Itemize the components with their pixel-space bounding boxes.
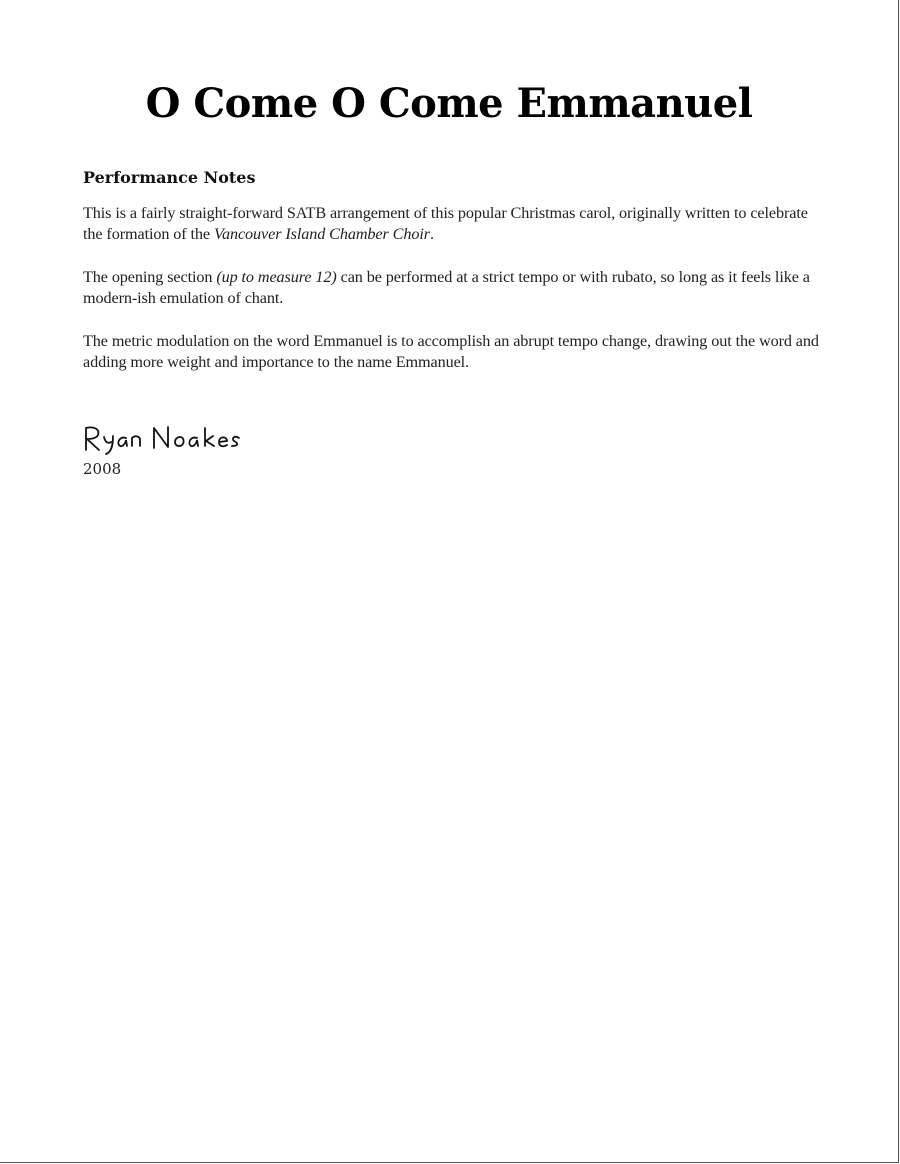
paragraph-opening-section <box>83 267 823 309</box>
handwritten-signature <box>82 420 322 456</box>
paragraph-arrangement-text: This is a fairly straight-forward SATB arrangement of this popular Christmas carol, originally written to celebrate the formation of the <box>83 204 808 243</box>
document-title: O Come O Come Emmanuel <box>145 80 753 127</box>
year: 2008 <box>83 460 122 478</box>
choir-name: Vancouver Island Chamber Choir <box>213 225 430 243</box>
measure-reference: (up to measure 12) <box>216 268 337 286</box>
paragraph-arrangement <box>83 203 823 245</box>
paragraph-opening-text: The opening section <box>83 268 217 286</box>
paragraph-arrangement-end: . <box>429 225 434 243</box>
section-heading: Performance Notes <box>83 168 256 187</box>
paragraph-opening-end: can be performed at a strict tempo or with rubato, so long as it feels like a modern-ish emulation of chant. <box>83 268 810 307</box>
performance-notes-section <box>83 168 823 395</box>
paragraph-metric-modulation: The metric modulation on the word Emmanuel is to accomplish an abrupt tempo change, drawing out the word and adding more weight and importance to the name Emmanuel. <box>83 332 819 371</box>
